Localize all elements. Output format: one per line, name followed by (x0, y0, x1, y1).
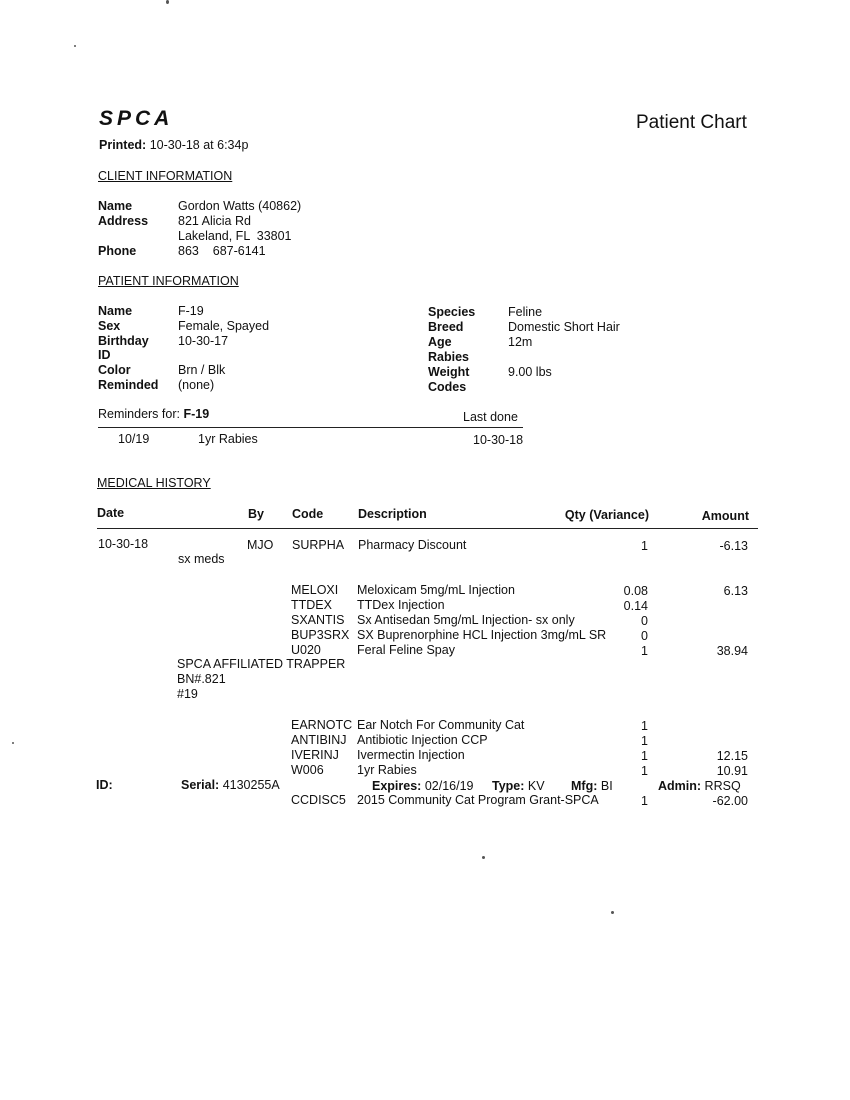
history-qty: 1 (641, 734, 648, 748)
printed-value: 10-30-18 at 6:34p (149, 138, 249, 152)
col-date: Date (97, 506, 125, 520)
history-description: SX Buprenorphine HCL Injection 3mg/mL SR (357, 628, 607, 642)
patient-rabies-label: Rabies (428, 350, 469, 364)
reminders-header (98, 407, 209, 421)
history-qty: 1 (641, 644, 648, 658)
history-code: EARNOTC (291, 718, 353, 732)
patient-color: Brn / Blk (178, 363, 226, 377)
reminder-last-done: 10-30-18 (473, 433, 524, 447)
client-section-title: CLIENT INFORMATION (98, 169, 233, 183)
vaccine-mfg-value: BI (600, 779, 613, 793)
scan-speck (12, 742, 14, 744)
patient-color-label: Color (98, 363, 131, 377)
history-qty: 1 (641, 719, 648, 733)
history-qty: 0 (641, 629, 648, 643)
scan-speck (166, 0, 169, 4)
client-name: Gordon Watts (40862) (178, 199, 302, 213)
entry-note-line: #19 (177, 687, 198, 701)
history-code: MELOXI (291, 583, 339, 597)
history-description: 2015 Community Cat Program Grant-SPCA (357, 793, 599, 807)
history-amount: 10.91 (716, 764, 748, 778)
patient-name: F-19 (178, 304, 204, 318)
history-code: IVERINJ (291, 748, 339, 762)
history-qty: 0.08 (623, 584, 648, 598)
history-qty: 0 (641, 614, 648, 628)
history-qty: 1 (641, 539, 648, 553)
history-divider (97, 528, 758, 529)
printed-line (99, 138, 248, 152)
history-code: BUP3SRX (291, 628, 350, 642)
history-description: TTDex Injection (357, 598, 445, 612)
history-description: Ear Notch For Community Cat (357, 718, 525, 732)
reminders-patient: F-19 (183, 407, 210, 421)
history-description: Sx Antisedan 5mg/mL Injection- sx only (357, 613, 575, 627)
patient-name-label: Name (98, 304, 133, 318)
scan-speck (482, 856, 485, 859)
client-phone-label: Phone (98, 244, 137, 258)
patient-age: 12m (508, 335, 533, 349)
history-qty: 1 (641, 794, 648, 808)
history-qty: 1 (641, 749, 648, 763)
patient-reminded: (none) (178, 378, 215, 392)
patient-id-label: ID (98, 348, 111, 362)
entry-note-line: SPCA AFFILIATED TRAPPER (177, 657, 346, 671)
history-code: W006 (291, 763, 324, 777)
entry-note-line: BN#.821 (177, 672, 226, 686)
history-description: Feral Feline Spay (357, 643, 455, 657)
history-description: Antibiotic Injection CCP (357, 733, 488, 747)
history-qty: 1 (641, 764, 648, 778)
vaccine-type-value: KV (527, 779, 545, 793)
entry-date: 10-30-18 (98, 537, 149, 551)
patient-section-title: PATIENT INFORMATION (98, 274, 239, 288)
patient-weight-label: Weight (428, 365, 470, 379)
vaccine-id-label: ID: (96, 778, 113, 792)
patient-birthday-label: Birthday (98, 334, 149, 348)
vaccine-expires-value: 02/16/19 (424, 779, 474, 793)
vaccine-type (492, 779, 545, 793)
history-amount: 38.94 (716, 644, 748, 658)
history-code: SXANTIS (291, 613, 345, 627)
history-description: Pharmacy Discount (358, 538, 467, 552)
vaccine-serial (181, 778, 280, 792)
col-description: Description (358, 507, 427, 521)
patient-birthday: 10-30-17 (178, 334, 229, 348)
history-amount: 6.13 (723, 584, 748, 598)
patient-breed: Domestic Short Hair (508, 320, 620, 334)
history-description: Ivermectin Injection (357, 748, 465, 762)
history-code: ANTIBINJ (291, 733, 347, 747)
patient-reminded-label: Reminded (98, 378, 159, 392)
vaccine-expires-label: Expires: (372, 779, 422, 793)
reminder-description: 1yr Rabies (198, 432, 258, 446)
patient-age-label: Age (428, 335, 452, 349)
vaccine-admin-value: RRSQ (704, 779, 741, 793)
entry-note: sx meds (178, 552, 225, 566)
history-amount: 12.15 (716, 749, 748, 763)
col-by: By (248, 507, 264, 521)
vaccine-type-label: Type: (492, 779, 525, 793)
page-title: Patient Chart (636, 112, 747, 133)
patient-breed-label: Breed (428, 320, 464, 334)
scan-speck (74, 45, 76, 47)
col-qty: Qty (Variance) (564, 508, 649, 522)
patient-species-label: Species (428, 305, 476, 319)
entry-by: MJO (247, 538, 274, 552)
patient-sex: Female, Spayed (178, 319, 270, 333)
vaccine-expires (372, 779, 474, 793)
history-description: Meloxicam 5mg/mL Injection (357, 583, 515, 597)
history-amount: -6.13 (719, 539, 748, 553)
vaccine-serial-value: 4130255A (222, 778, 280, 792)
history-qty: 0.14 (623, 599, 648, 613)
patient-sex-label: Sex (98, 319, 121, 333)
vaccine-serial-label: Serial: (181, 778, 220, 792)
history-code: TTDEX (291, 598, 332, 612)
vaccine-mfg-label: Mfg: (571, 779, 598, 793)
client-name-label: Name (98, 199, 133, 213)
last-done-label: Last done (463, 410, 518, 424)
patient-codes-label: Codes (428, 380, 467, 394)
col-amount: Amount (701, 509, 749, 523)
client-address-line1: 821 Alicia Rd (178, 214, 251, 228)
col-code: Code (292, 507, 324, 521)
scan-speck (611, 911, 614, 914)
printed-label: Printed: (99, 138, 147, 152)
client-address-label: Address (98, 214, 149, 228)
reminder-due: 10/19 (118, 432, 150, 446)
patient-weight: 9.00 lbs (508, 365, 552, 379)
history-code: U020 (291, 643, 321, 657)
patient-species: Feline (508, 305, 543, 319)
vaccine-mfg (571, 779, 613, 793)
reminders-label: Reminders for: (98, 407, 180, 421)
vaccine-admin (658, 779, 741, 793)
client-address-line2: Lakeland, FL 33801 (178, 229, 292, 243)
history-code: SURPHA (292, 538, 345, 552)
client-phone: 863 687-6141 (178, 244, 266, 258)
vaccine-admin-label: Admin: (658, 779, 702, 793)
history-code: CCDISC5 (291, 793, 346, 807)
reminders-divider (98, 427, 523, 428)
history-section-title: MEDICAL HISTORY (97, 476, 211, 490)
history-amount: -62.00 (712, 794, 748, 808)
history-description: 1yr Rabies (357, 763, 417, 777)
org-name: SPCA (99, 107, 174, 130)
